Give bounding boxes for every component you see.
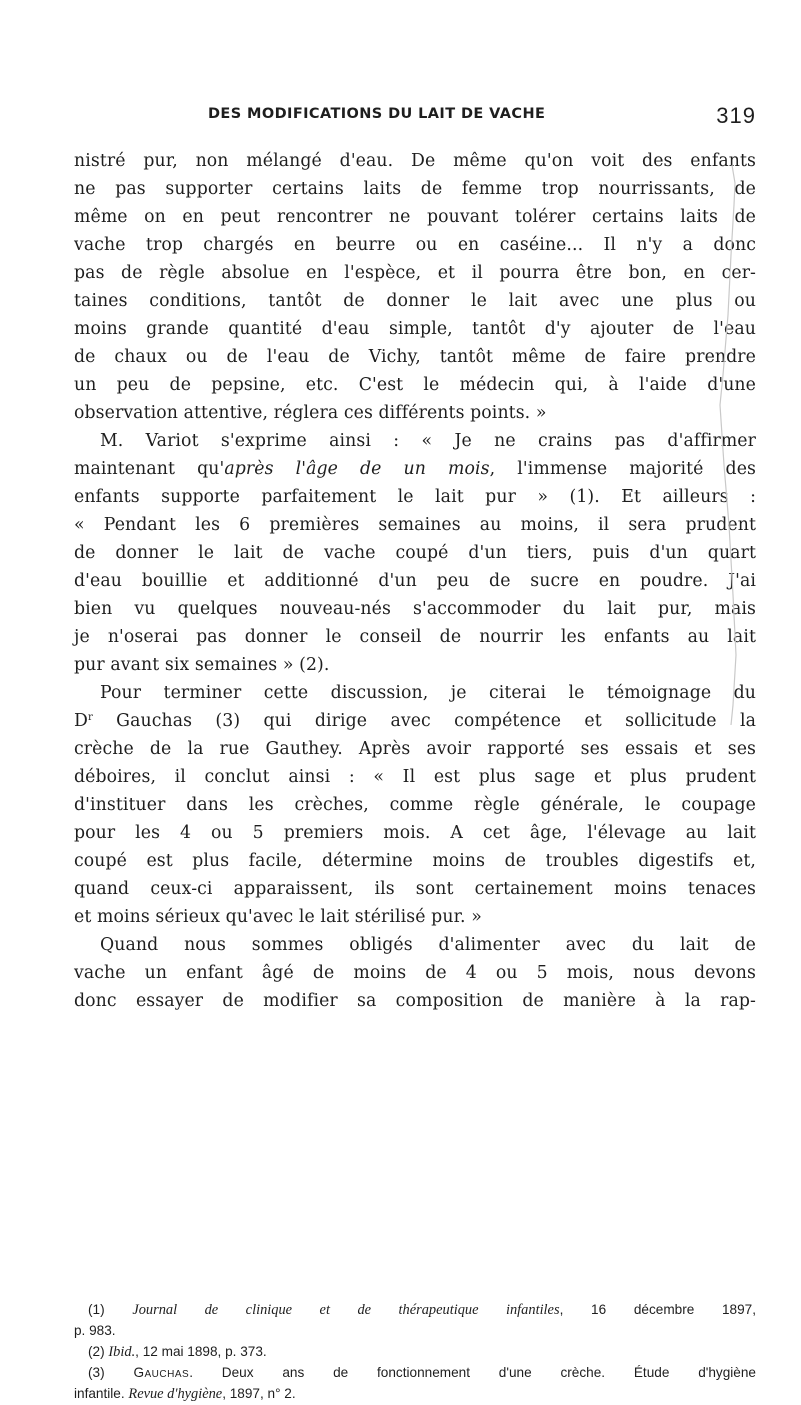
text-line: d'instituer dans les crèches, comme règle générale, le coupage <box>74 795 756 815</box>
footnote-source-title: Journal de clinique et de thérapeutique infantiles <box>132 1302 560 1318</box>
footnote-text: infantile. <box>74 1386 129 1401</box>
text-segment: Gauchas (3) qui dirige avec compétence et sollicitude la <box>92 711 756 731</box>
body-text <box>74 147 756 1015</box>
footnote-source-title: Ibid. <box>108 1344 136 1360</box>
text-line: enfants supporte parfaitement le lait pur » (1). Et ailleurs : <box>74 487 756 507</box>
text-line: taines conditions, tantôt de donner le lait avec une plus ou <box>74 291 756 311</box>
text-line <box>74 707 756 735</box>
text-segment: , l'immense majorité des <box>489 459 756 479</box>
superscript: r <box>87 712 93 723</box>
footnote-1-continued: p. 983. <box>74 1323 116 1338</box>
footnote-text: , 12 mai 1898, p. 373. <box>135 1344 267 1359</box>
running-title: DES MODIFICATIONS DU LAIT DE VACHE <box>208 106 546 122</box>
text-line: déboires, il conclut ainsi : « Il est plus sage et plus prudent <box>74 767 756 787</box>
text-line: de chaux ou de l'eau de Vichy, tantôt même de faire prendre <box>74 347 756 367</box>
text-segment: maintenant qu' <box>74 459 225 479</box>
footnote-source-title: Revue d'hygiène <box>128 1386 223 1402</box>
text-segment: D <box>74 711 88 731</box>
text-line <box>74 455 756 483</box>
page-number: 319 <box>716 103 756 128</box>
page-edge-shadow <box>700 165 801 725</box>
footnote-2 <box>74 1341 756 1362</box>
text-line: ne pas supporter certains laits de femme trop nourrissants, de <box>74 179 756 199</box>
text-line: vache trop chargés en beurre ou en caséine... Il n'y a donc <box>74 235 756 255</box>
text-line: un peu de pepsine, etc. C'est le médecin qui, à l'aide d'une <box>74 375 756 395</box>
text-line: M. Variot s'exprime ainsi : « Je ne crains pas d'affirmer <box>100 431 756 451</box>
text-line: quand ceux-ci apparaissent, ils sont certainement moins tenaces <box>74 879 756 899</box>
footnote-text: . Deux ans de fonctionnement d'une crèche. Étude d'hygiène <box>189 1365 756 1380</box>
text-line: Pour terminer cette discussion, je citerai le témoignage du <box>100 683 756 703</box>
footnote-3-continued <box>74 1383 756 1404</box>
running-head <box>74 103 756 136</box>
footnote-3 <box>74 1362 756 1383</box>
text-line: observation attentive, réglera ces différents points. » <box>74 403 547 423</box>
footnote-1 <box>74 1299 756 1320</box>
footnote-number: (1) <box>88 1302 133 1317</box>
text-line: bien vu quelques nouveau-nés s'accommoder du lait pur, mais <box>74 599 756 619</box>
footnote-number: (2) <box>88 1344 109 1359</box>
text-line: coupé est plus facile, détermine moins de troubles digestifs et, <box>74 851 756 871</box>
footnote-number: (3) <box>88 1365 134 1380</box>
text-line: et moins sérieux qu'avec le lait stérilisé pur. » <box>74 907 482 927</box>
footnote-text: , 16 décembre 1897, <box>559 1302 756 1317</box>
text-line: pas de règle absolue en l'espèce, et il pourra être bon, en cer- <box>74 263 756 283</box>
footnote-text: , 1897, n° 2. <box>222 1386 296 1401</box>
text-line: Quand nous sommes obligés d'alimenter avec du lait de <box>100 935 756 955</box>
text-line: moins grande quantité d'eau simple, tantôt d'y ajouter de l'eau <box>74 319 756 339</box>
text-line: de donner le lait de vache coupé d'un tiers, puis d'un quart <box>74 543 756 563</box>
italic-phrase: après l'âge de un mois <box>224 459 490 479</box>
text-line: pur avant six semaines » (2). <box>74 655 330 675</box>
text-line: « Pendant les 6 premières semaines au moins, il sera prudent <box>74 515 756 535</box>
text-line: nistré pur, non mélangé d'eau. De même qu'on voit des enfants <box>74 151 756 171</box>
text-line: crèche de la rue Gauthey. Après avoir rapporté ses essais et ses <box>74 739 756 759</box>
text-line: pour les 4 ou 5 premiers mois. A cet âge, l'élevage au lait <box>74 823 756 843</box>
text-line: d'eau bouillie et additionné d'un peu de sucre en poudre. J'ai <box>74 571 756 591</box>
text-line: donc essayer de modifier sa composition de manière à la rap- <box>74 991 756 1011</box>
text-line: je n'oserai pas donner le conseil de nourrir les enfants au lait <box>74 627 756 647</box>
text-line: même on en peut rencontrer ne pouvant tolérer certains laits de <box>74 207 756 227</box>
text-line: vache un enfant âgé de moins de 4 ou 5 mois, nous devons <box>74 963 756 983</box>
footnote-author: Gauchas <box>133 1365 190 1380</box>
footnotes <box>74 1299 756 1404</box>
